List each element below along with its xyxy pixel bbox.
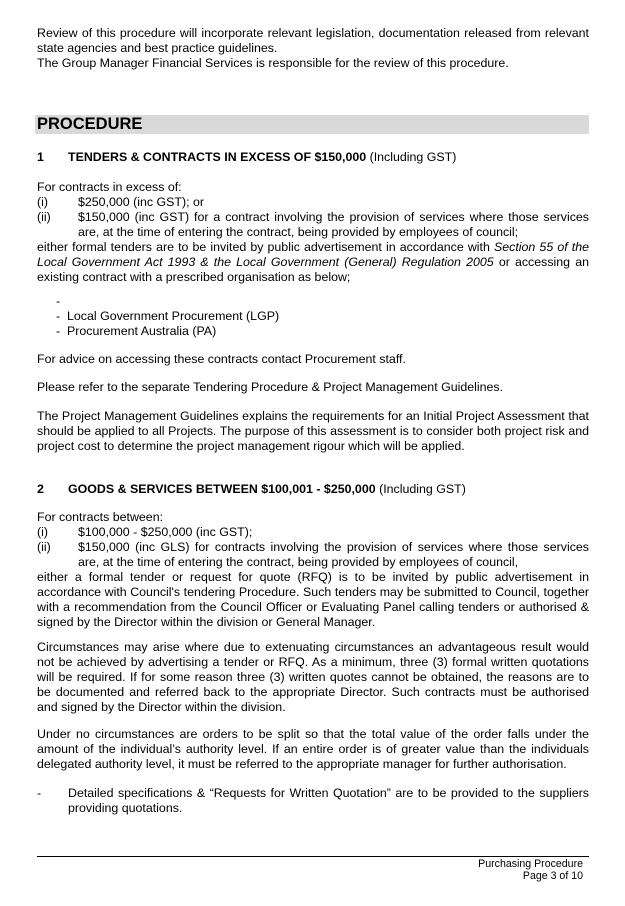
section-2-body <box>37 510 589 630</box>
section-1-title: TENDERS & CONTRACTS IN EXCESS OF $150,000 <box>68 150 367 164</box>
item-mark: (i) <box>37 525 49 539</box>
procedure-section-bar <box>35 115 589 134</box>
list-item <box>37 786 589 816</box>
section-1-refer <box>37 380 589 395</box>
list-item-text: Detailed specifications & “Requests for Written Quotation” are to be provided to the suppliers providing quotations. <box>68 786 589 815</box>
circumstances-text: Circumstances may arise where due to extenuating circumstances an advantageous result would not be achieved by advertising a tender or RFQ. As a minimum, three (3) formal written quotations will be required. If for some reason three (3) written quotes cannot be obtained, the reasons are to be documented and referred back to the appropriate Director. Such contracts must be authorised and signed by the Director within the division. <box>37 640 589 714</box>
section-1-body <box>37 180 589 285</box>
item-mark: (i) <box>37 195 49 209</box>
section-2-bullet <box>37 786 589 816</box>
section-1-pm <box>37 409 589 454</box>
footer-page-number: Page 3 of 10 <box>522 870 583 882</box>
section-1-lead: For contracts in excess of: <box>37 180 182 194</box>
list-item-text: Local Government Procurement (LGP) <box>67 309 280 323</box>
section-1-item-ii <box>37 210 589 240</box>
section-2-item-i <box>37 525 589 540</box>
section-2-item-ii <box>37 540 589 570</box>
footer-document-title: Purchasing Procedure <box>478 858 583 870</box>
list-item-text: Procurement Australia (PA) <box>67 324 217 338</box>
section-2-title: GOODS & SERVICES BETWEEN $100,001 - $250,000 <box>68 482 376 496</box>
list-item: - Procurement Australia (PA) <box>56 324 217 338</box>
section-1-tender-text <box>37 240 589 285</box>
bullet-mark: - <box>37 786 42 800</box>
list-item: - <box>56 294 61 308</box>
split-order-text: Under no circumstances are orders to be split so that the total value of the order falls under the amount of the individual’s authority level. If an entire order is of greater value than the individuals delegated authority level, it must be referred to the appropriate manager for further authorisation. <box>37 727 589 771</box>
page-footer <box>478 858 583 882</box>
section-2-lead: For contracts between: <box>37 510 164 524</box>
procedure-section-title: PROCEDURE <box>37 115 143 133</box>
tender-text-start: either formal tenders are to be invited by public advertisement in accordance with <box>37 240 494 254</box>
section-1-heading <box>37 150 456 165</box>
item-mark: (ii) <box>37 210 51 224</box>
section-2-heading <box>37 482 466 497</box>
item-text: $250,000 (inc GST); or <box>78 195 205 209</box>
intro-block <box>37 26 589 71</box>
tender-text-end: or accessing an existing contract with a prescribed organisation as below; <box>37 255 589 284</box>
item-text: $150,000 (inc GLS) for contracts involving the provision of services where those services are, at the time of entering the contract, being provided by employees of council, <box>78 540 589 569</box>
section-2-tender-text: either a formal tender or request for quote (RFQ) is to be invited by public advertisement in accordance with Council's tendering Procedure. Such tenders may be submitted to Council, together with a recommendation from the Council Officer or Evaluating Panel calling tenders or authorised & signed by the Director within the division or General Manager. <box>37 570 589 629</box>
section-1-number: 1 <box>37 150 44 164</box>
list-item: - Local Government Procurement (LGP) <box>56 309 280 323</box>
section-2-circumstances <box>37 640 589 715</box>
section-1-advice <box>37 352 589 367</box>
footer-divider <box>37 856 589 857</box>
section-1-title-suffix: (Including GST) <box>369 150 457 164</box>
advice-text: For advice on accessing these contracts contact Procurement staff. <box>37 352 406 366</box>
section-2-number: 2 <box>37 482 44 496</box>
section-1-org-list <box>37 294 589 339</box>
intro-responsible-text: The Group Manager Financial Services is responsible for the review of this procedure. <box>37 56 509 70</box>
item-mark: (ii) <box>37 540 51 554</box>
section-2-title-suffix: (Including GST) <box>379 482 466 496</box>
refer-text: Please refer to the separate Tendering Procedure & Project Management Guidelines. <box>37 380 504 394</box>
section-2-split <box>37 727 589 772</box>
pm-guidelines-text: The Project Management Guidelines explains the requirements for an Initial Project Assessment that should be applied to all Projects. The purpose of this assessment is to consider both project risk and project cost to determine the project management rigour which will be applied. <box>37 409 589 453</box>
legislation-reference: Section 55 of the Local Government Act 1993 & the Local Government (General) Regulation 2005 <box>37 240 589 269</box>
section-1-item-i <box>37 195 589 210</box>
item-text: $150,000 (inc GST) for a contract involving the provision of services where those services are, at the time of entering the contract, being provided by employees of council; <box>78 210 589 239</box>
item-text: $100,000 - $250,000 (inc GST); <box>78 525 253 539</box>
intro-review-text: Review of this procedure will incorporate relevant legislation, documentation released from relevant state agencies and best practice guidelines. <box>37 26 589 55</box>
